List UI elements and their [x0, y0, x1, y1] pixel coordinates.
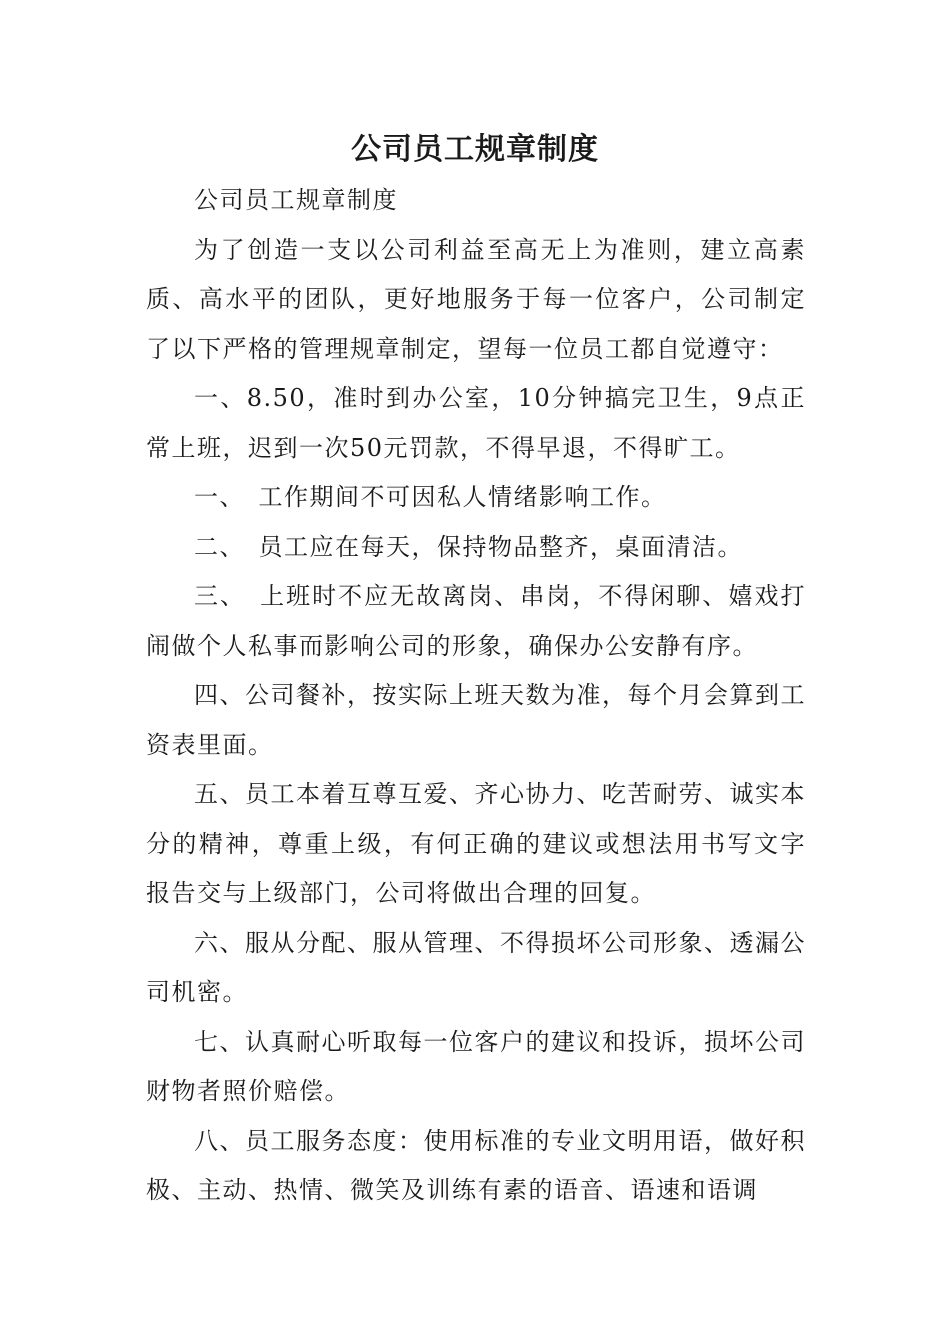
paragraph-rule-2: 二、 员工应在每天，保持物品整齐，桌面清洁。: [194, 532, 743, 561]
document-title: 公司员工规章制度: [351, 132, 599, 167]
paragraph-intro: 为了创造一支以公司利益至高无上为准则，建立高素质、高水平的团队，更好地服务于每一位客户，公司制定了以下严格的管理规章制定，望每一位员工都自觉遵守：: [146, 235, 806, 363]
paragraph-rule-4: 四、公司餐补，按实际上班天数为准，每个月会算到工资表里面。: [146, 681, 806, 759]
paragraph-rule-7: 七、认真耐心听取每一位客户的建议和投诉，损坏公司财物者照价赔偿。: [146, 1027, 806, 1105]
document-body: [146, 176, 806, 1216]
paragraph-rule-3: 三、 上班时不应无故离岗、串岗，不得闲聊、嬉戏打闹做个人私事而影响公司的形象，确保办公安静有序。: [146, 582, 806, 660]
paragraph-rule-6: 六、服从分配、服从管理、不得损坏公司形象、透漏公司机密。: [146, 928, 806, 1006]
paragraph-rule-1: 一、 工作期间不可因私人情绪影响工作。: [194, 483, 667, 511]
paragraph-rule-5: 五、员工本着互尊互爱、齐心协力、吃苦耐劳、诚实本分的精神，尊重上级，有何正确的建议或想法用书写文字报告交与上级部门，公司将做出合理的回复。: [146, 780, 806, 907]
paragraph-rule-8: 八、员工服务态度：使用标准的专业文明用语，做好积极、主动、热情、微笑及训练有素的语音、语速和语调: [146, 1126, 806, 1204]
paragraph-subtitle: 公司员工规章制度: [194, 186, 398, 214]
paragraph-rule-arrival: 一、8.50，准时到办公室，10分钟搞完卫生，9点正常上班，迟到一次50元罚款，不得早退，不得旷工。: [146, 384, 806, 462]
